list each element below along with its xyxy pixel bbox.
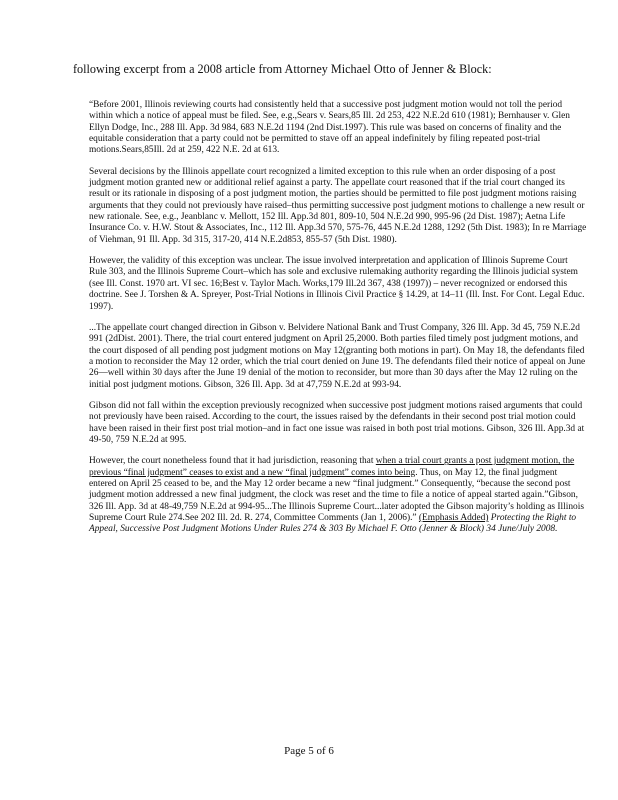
paragraph-5: Gibson did not fall within the exception previously recognized when successive post judgment motions raised arguments that could not previously have been raised. According to the court, the issues raised by the defendants in their second post trial motion could have been raised in their first post trial motion–and in fact one issue was raised in both post trial motions. Gibson, 326 Ill. App.3d at 49-50, 759 N.E.2d at 995.: [89, 400, 585, 445]
paragraph-4: ...The appellate court changed direction in Gibson v. Belvidere National Bank and Trust Company, 326 Ill. App. 3d 45, 759 N.E.2d 991 (2dDist. 2001). There, the trial court entered judgment on April 25,2000. Both parties filed timely post judgment motions, and the court disposed of all pending post judgment motions on May 12(granting both motions in part). On May 18, the defendants filed a motion to reconsider the May 12 order, which the trial court denied on June 19. The defendants filed their notice of appeal on June 26—well within 30 days after the June 19 denial of the motion to reconsider, but more than 30 days after the May 12 ruling on the initial post judgment motions. Gibson, 326 Ill. App. 3d at 47,759 N.E.2d at 993-94.: [89, 322, 586, 390]
page-number-footer: Page 5 of 6: [284, 745, 334, 757]
paragraph-6-body: . Thus, on May 12, the final judgment entered on April 25 ceased to be, and the May 12 order became a new “final judgment.” Consequently, “because the second post judgment motion addressed a new final judgment, the clock was reset and the time to file a notice of appeal started again.”Gibson, 326 Ill. App. 3d at 48-49,759 N.E.2d at 994-95...The Illinois Supreme Court...later adopted the Gibson majority’s holding as Illinois Supreme Court Rule 274.See 202 Ill. 2d. R. 274, Committee Comments (Jan 1, 2006).”: [89, 467, 584, 523]
paragraph-3: However, the validity of this exception was unclear. The issue involved interpretation and application of Illinois Supreme Court Rule 303, and the Illinois Supreme Court–which has sole and exclusive rulemaking authority regarding the Illinois judicial system (see Ill. Const. 1970 art. VI sec. 16;Best v. Taylor Mach. Works,179 Ill.2d 367, 438 (1997)) – never recognized or endorsed this doctrine. See J. Torshen & A. Spreyer, Post-Trial Notions in Illinois Civil Practice § 14.29, at 14–11 (Ill. Inst. For Cont. Legal Educ. 1997).: [89, 256, 585, 312]
paragraph-6: [89, 456, 587, 535]
quoted-excerpt: [89, 100, 587, 546]
paragraph-2: Several decisions by the Illinois appellate court recognized a limited exception to this rule when an order disposing of a post judgment motion granted new or additional relief against a party. The appellate court reasoned that if the trial court changed its result or its rationale in disposing of a post judgment motion, the parties should be permitted to file post judgment motions raising arguments that they could not previously have raised–thus permitting successive post judgment motions to challenge a new result or new rationale. See, e.g., Jeanblanc v. Mellott, 152 Ill. App.3d 801, 809-10, 504 N.E.2d 990, 995-96 (2d Dist. 1987); Aetna Life Insurance Co. v. H.W. Stout & Associates, Inc., 112 Ill. App.3d 570, 575-76, 445 N.E.2d 1288, 1292 (5th Dist. 1983); In re Marriage of Viehman, 91 Ill. App. 3d 315, 317-20, 414 N.E.2d853, 855-57 (5th Dist. 1980).: [89, 166, 587, 245]
underlined-holding: when a trial court grants a post judgment motion, the previous “final judgment” ceases to exist and a new “final judgment” comes into being: [89, 456, 575, 478]
article-citation: Protecting the Right to Appeal, Successive Post Judgment Motions Under Rules 274 & 303 By Michael F. Otto (Jenner & Block) 34 June/July 2008.: [89, 513, 577, 535]
paragraph-6-lead: However, the court nonetheless found that it had jurisdiction, reasoning that: [89, 456, 376, 467]
intro-text: following excerpt from a 2008 article from Attorney Michael Otto of Jenner & Block:: [73, 62, 492, 76]
emphasis-added-note: (Emphasis Added): [418, 513, 489, 523]
paragraph-1: “Before 2001, Illinois reviewing courts had consistently held that a successive post judgment motion would not toll the period within which a notice of appeal must be filed. See, e.g.,Sears v. Sears,85 Ill. 2d 253, 422 N.E.2d 610 (1981); Bernhauser v. Glen Ellyn Dodge, Inc., 288 Ill. App. 3d 984, 683 N.E.2d 1194 (2nd Dist.1997). This rule was based on concerns of finality and the equitable consideration that a party could not be permitted to stave off an appeal indefinitely by filing repeated post-trial motions.Sears,85Ill. 2d at 259, 422 N.E. 2d at 613.: [89, 100, 570, 156]
